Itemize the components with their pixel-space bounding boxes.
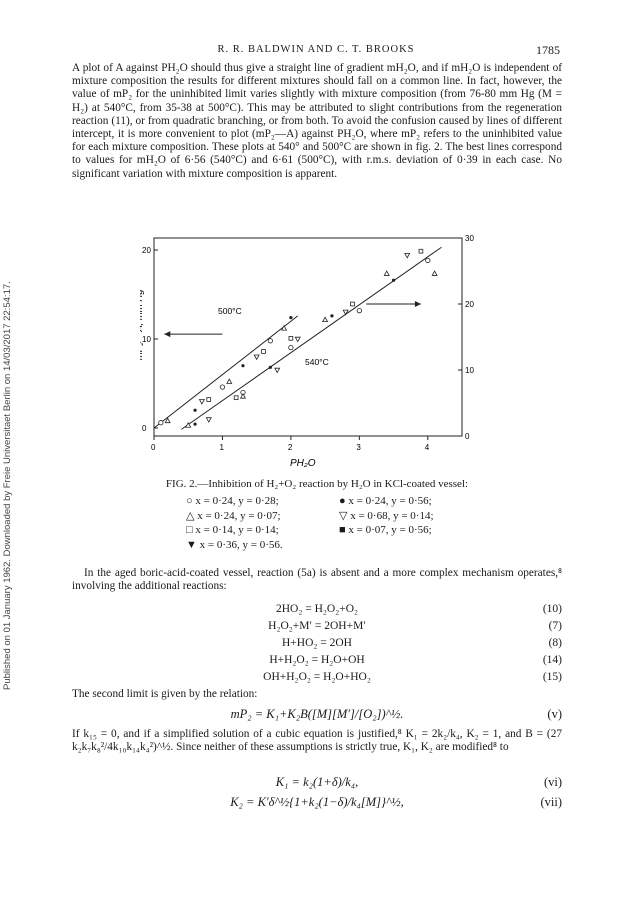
left-tick-label: 20 — [142, 246, 151, 255]
equation-number: (14) — [542, 654, 562, 666]
data-point — [254, 355, 259, 359]
equation-number: (10) — [542, 603, 562, 615]
right-tick-label: 10 — [465, 366, 474, 375]
left-tick-label: 0 — [142, 424, 147, 433]
data-point — [268, 339, 272, 343]
data-point — [200, 400, 205, 404]
legend-row — [186, 538, 434, 553]
x-tick-label: 2 — [287, 443, 293, 452]
legend-row — [186, 523, 434, 538]
equation-number: (15) — [542, 671, 562, 683]
arrow-head-right — [415, 301, 421, 307]
equation-10 — [72, 603, 562, 618]
data-point — [343, 310, 348, 314]
data-point — [193, 409, 196, 412]
data-point — [289, 316, 292, 319]
equation-body: H₂O₂+M′ = 2OH+M′ — [268, 620, 366, 632]
data-point — [220, 385, 224, 389]
legend-entry: ▼ x = 0·36, y = 0·56. — [186, 538, 283, 551]
data-point — [405, 253, 410, 257]
data-point — [269, 366, 272, 369]
x-axis-label: PH₂O — [290, 458, 316, 469]
equation-number: (vi) — [543, 775, 562, 789]
data-point — [207, 398, 211, 402]
equation-number: (8) — [548, 637, 562, 649]
fit-line-500c — [154, 316, 298, 428]
second-limit-line: The second limit is given by the relation: — [72, 688, 258, 700]
data-point — [426, 258, 430, 262]
data-point — [241, 394, 246, 398]
legend-entry: □ x = 0·14, y = 0·14; — [186, 524, 279, 536]
equation-number: (v) — [547, 707, 562, 721]
data-point — [419, 249, 423, 253]
legend-row — [186, 509, 434, 524]
label-500c: 500°C — [218, 306, 242, 316]
equation-body: OH+H₂O₂ = H₂O+HO₂ — [263, 671, 371, 683]
equation-body: mP₂ = K₁+K₂B([M][M′]/[O₂])^½. — [230, 707, 404, 721]
paragraph-3: If k₁₅ = 0, and if a simplified solution of a cubic equation is justified,⁸ K₁ = 2k₂/k₄, K₂ = 1, and B = (27 k₂k₇k₈²/4k₁₀k₁₄k₄²)^½. Since neither of these assumptions is strictly true, K₁, K₂ are modified⁸ to — [72, 728, 562, 754]
legend-entry: ▽ x = 0·68, y = 0·14; — [339, 509, 434, 522]
x-tick-label: 0 — [151, 443, 156, 452]
legend-row — [186, 494, 434, 509]
equation-15 — [72, 671, 562, 686]
paragraph-2: In the aged boric-acid-coated vessel, reaction (5a) is absent and a more complex mechanism operates,⁸ involving the additional reactions: — [72, 567, 562, 593]
right-tick-label: 30 — [465, 234, 474, 243]
x-tick-label: 4 — [424, 443, 430, 452]
equation-body: H+H₂O₂ = H₂O+OH — [269, 654, 365, 666]
equation-8 — [72, 637, 562, 652]
paragraph-1 — [72, 62, 562, 181]
equation-number: (7) — [548, 620, 562, 632]
data-point — [323, 317, 328, 321]
data-point — [206, 418, 211, 422]
figure-2 — [140, 232, 480, 475]
right-tick-label: 20 — [465, 300, 474, 309]
equation-vii — [72, 795, 562, 810]
x-tick-label: 1 — [219, 443, 224, 452]
arrow-head-left — [164, 331, 170, 337]
fit-line-540c — [181, 247, 441, 429]
data-point — [193, 423, 196, 426]
figure-legend — [186, 494, 434, 552]
equation-body: 2HO₂ = H₂O₂+O₂ — [275, 603, 359, 615]
equation-body: K₁ = k₂(1+δ)/k₄, — [275, 775, 359, 789]
data-point — [295, 337, 300, 341]
data-point — [275, 368, 280, 372]
data-point — [330, 314, 333, 317]
equation-body: H+HO₂ = 2OH — [281, 637, 352, 649]
data-point — [262, 350, 266, 354]
data-point — [289, 336, 293, 340]
equation-number: (vii) — [540, 795, 562, 809]
download-watermark — [0, 0, 14, 911]
data-point — [351, 302, 355, 306]
data-point — [357, 308, 361, 312]
figure-caption: FIG. 2.—Inhibition of H₂+O₂ reaction by H₂O in KCl-coated vessel: — [165, 478, 469, 490]
equation-body: K₂ = K′δ^½{1+k₂(1−δ)/k₄[M]}^½, — [230, 795, 404, 809]
legend-entry: ● x = 0·24, y = 0·56; — [339, 495, 432, 507]
data-point — [384, 271, 389, 275]
data-point — [392, 279, 395, 282]
label-540c: 540°C — [305, 357, 329, 367]
watermark-text: Published on 01 January 1962. Downloaded by Freie Universitaet Berlin on 14/03/2017 22:54:17. — [2, 281, 13, 690]
legend-entry: △ x = 0·24, y = 0·07; — [186, 509, 281, 522]
equation-14 — [72, 654, 562, 669]
equation-7 — [72, 620, 562, 635]
running-header — [72, 44, 560, 58]
paragraph-1-text: A plot of A against PH₂O should thus give a straight line of gradient mH₂O, and if mH₂O is independent of mixture composition the results for different mixtures should fall on a common line. In fact, however, the value of mP₂ for the uninhibited limit varies slightly with mixture composition (from 76-80 mm Hg (M = H₂) at 540°C, from 35-38 at 500°C). This may be attributed to slight contributions from the regeneration reaction (11), or from quadratic branching, or from both. To avoid the confusion caused by lines of different intercept, it is more convenient to plot (mP₂—A) against PH₂O, where mP₂ refers to the uninhibited value for each mixture composition. These plots at 540° and 500°C are shown in fig. 2. The best lines correspond to values for mH₂O of 6·56 (540°C) and 6·61 (500°C), with r.m.s. deviation of 0·39 in each case. No significant variation with mixture composition is apparent. — [72, 62, 562, 180]
figure-2-plot — [140, 232, 480, 470]
data-point — [159, 420, 163, 424]
page-number: 1785 — [536, 43, 560, 57]
plot-frame — [154, 238, 462, 436]
header-authors: R. R. BALDWIN AND C. T. BROOKS — [217, 44, 415, 55]
x-tick-label: 3 — [356, 443, 361, 452]
data-point — [432, 271, 437, 275]
y-axis-label: mP₂ A, mm Hg — [140, 289, 145, 360]
legend-entry: ○ x = 0·24, y = 0·28; — [186, 495, 279, 507]
data-point — [289, 345, 293, 349]
right-tick-label: 0 — [465, 432, 470, 441]
left-tick-label: 10 — [142, 335, 151, 344]
equation-vi — [72, 775, 562, 790]
data-point — [241, 364, 244, 367]
legend-entry: ■ x = 0·07, y = 0·56; — [339, 524, 432, 536]
data-point — [227, 379, 232, 383]
equation-v — [72, 707, 562, 722]
data-point — [234, 396, 238, 400]
